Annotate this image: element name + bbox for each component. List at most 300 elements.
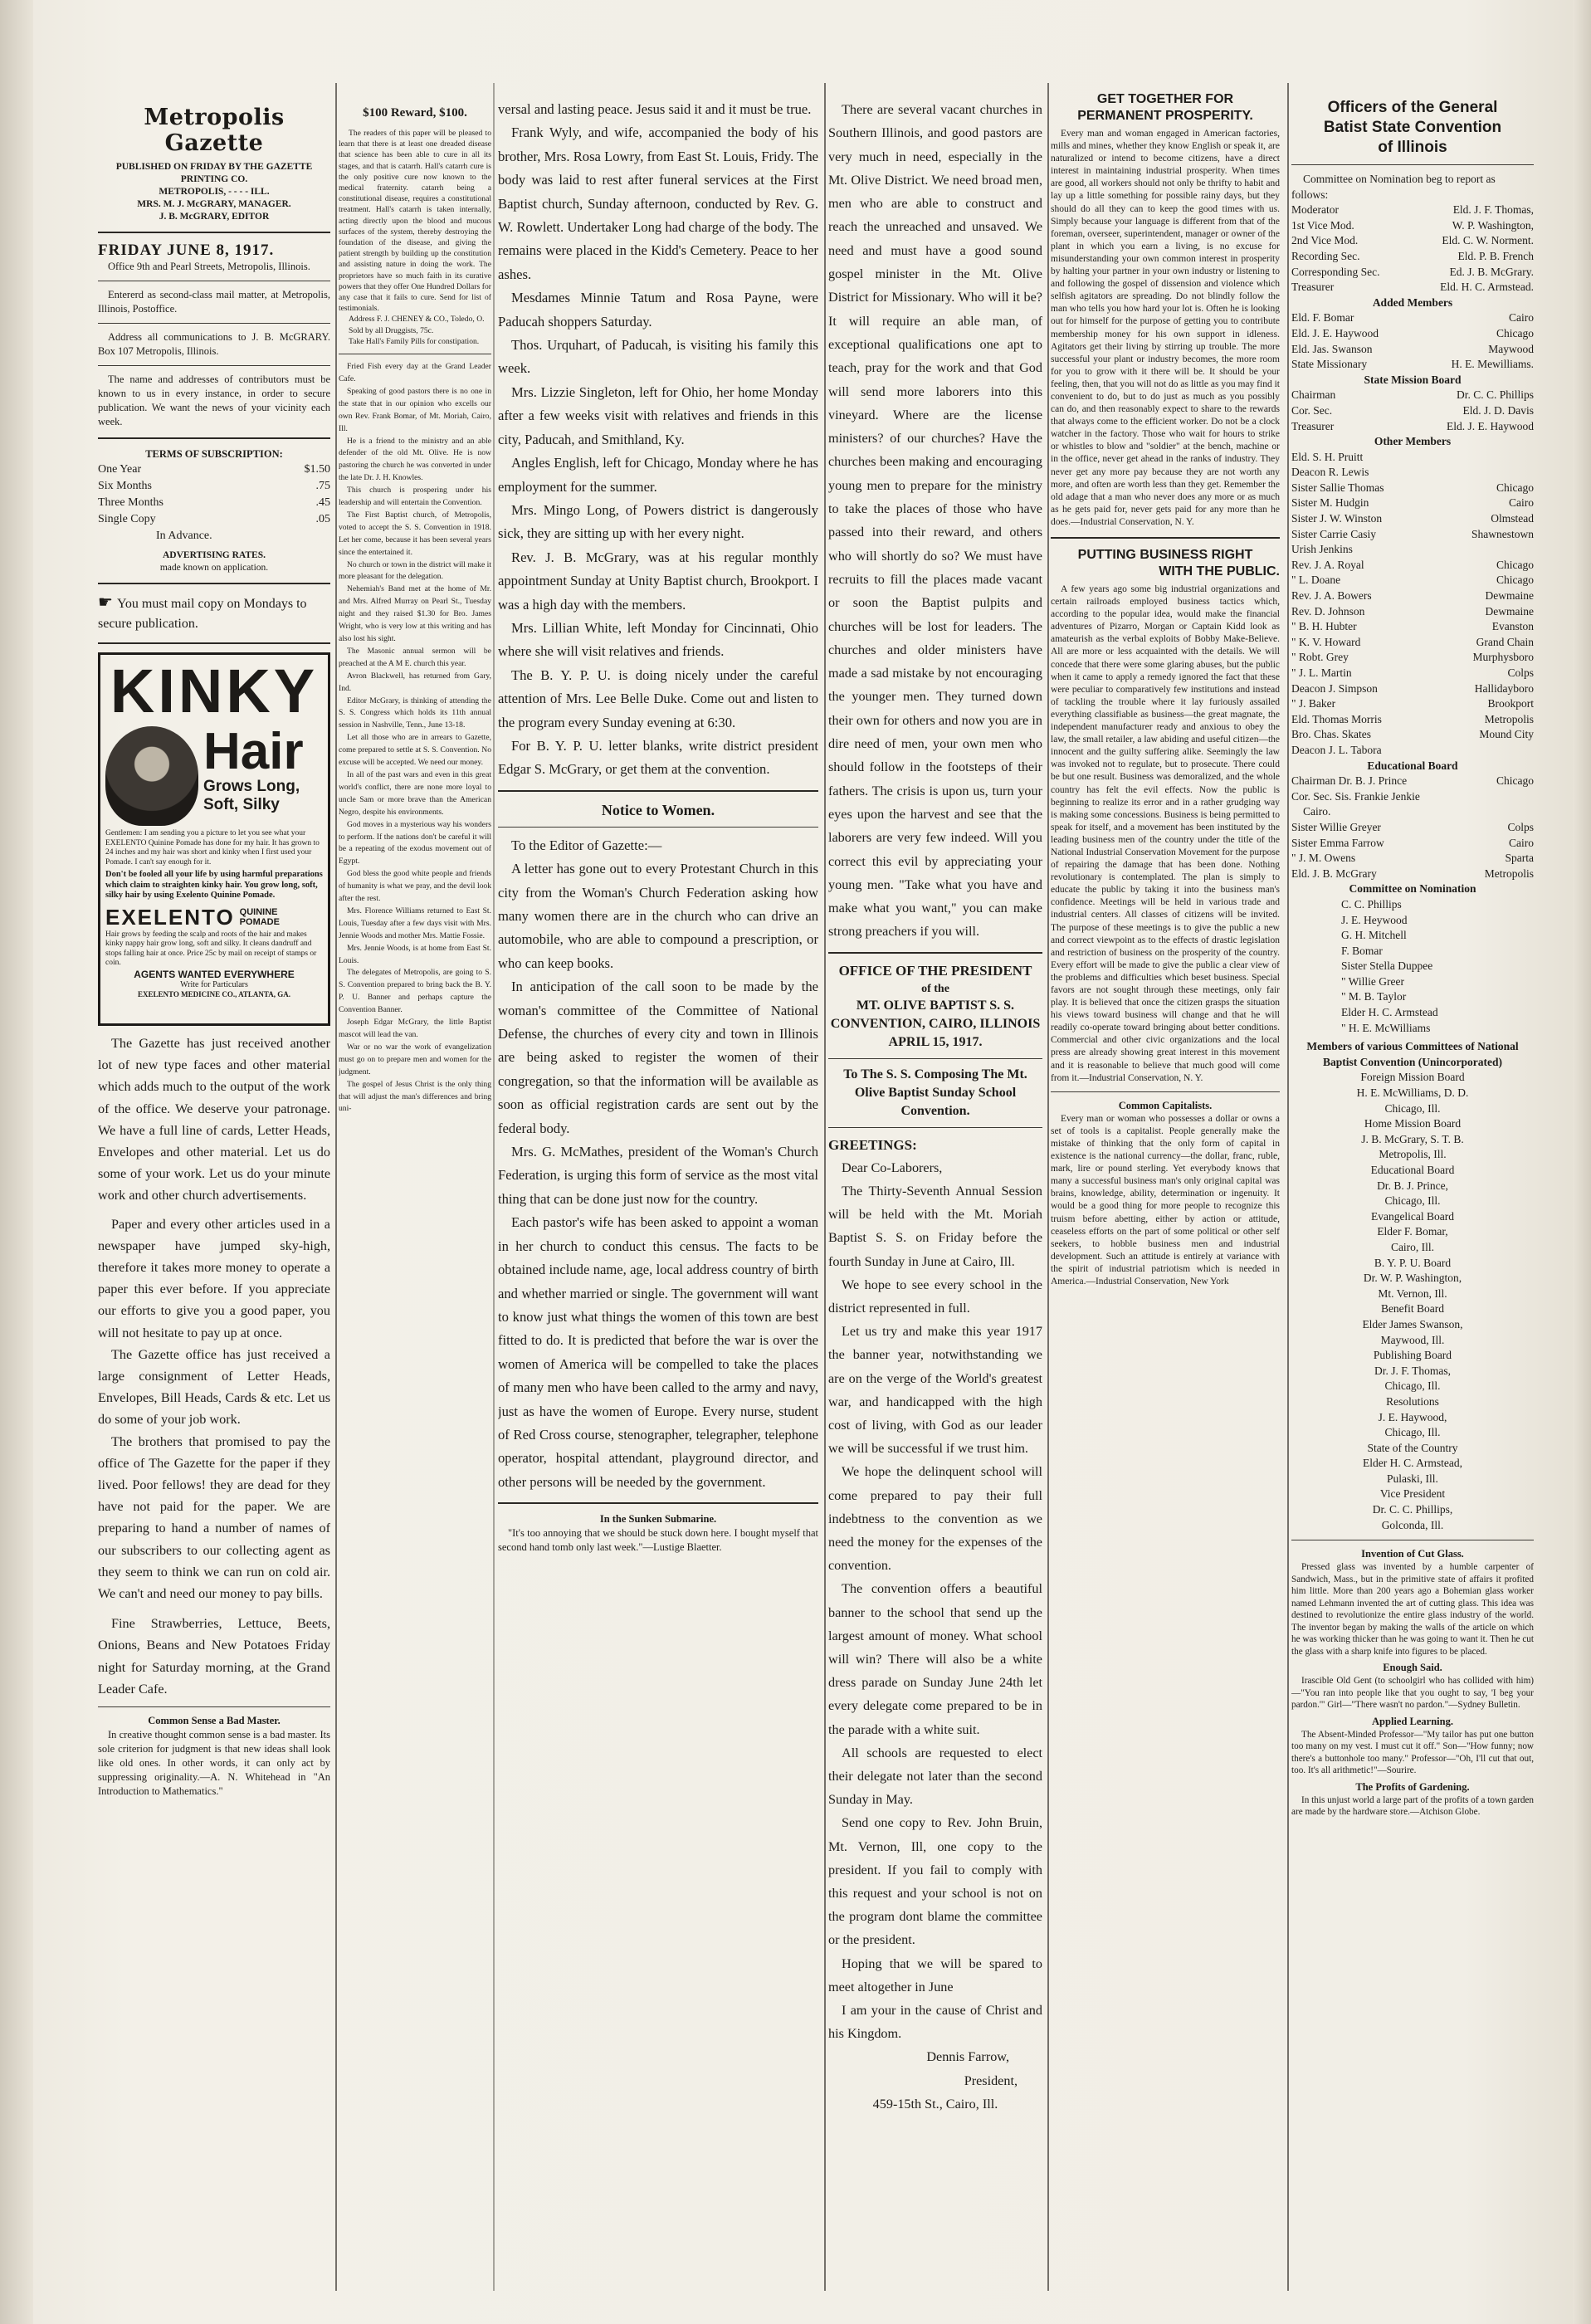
member-name: Deacon R. Lewis [1291, 466, 1369, 479]
member-row [1291, 481, 1534, 496]
learning-title: Applied Learning. [1372, 1715, 1453, 1727]
officer-name: Eld. J. F. Thomas, [1452, 203, 1534, 217]
member-row [1291, 326, 1534, 342]
ad-brand: EXELENTO [105, 904, 235, 930]
officer-row [1291, 233, 1534, 249]
glass-text: Pressed glass was invented by a humble carpenter of Sandwich, Mass., but in the primitive state of affairs it profited him little. More than 200 years ago a Bohemian glass worker named Lehmann invented the art of cutting glass. This idea was destined to revolutionize the entire glass industry of the world. The inventor began by making the walls of the article on which he was working thicker than he was going to want it. Then he cut the glass with a sharp knife into figures to be placed. [1291, 1562, 1534, 1657]
board-line: Mt. Vernon, Ill. [1378, 1286, 1447, 1300]
board-line: Foreign Mission Board [1360, 1071, 1465, 1084]
officers-list [1291, 172, 1534, 1533]
office-title-3: MT. OLIVE BAPTIST S. S. CONVENTION, CAIRO, ILLINOIS [830, 998, 1041, 1031]
member-name: Rev. D. Johnson [1291, 604, 1365, 618]
ad-promo: Hair grows by feeding the scalp and roots of the hair and makes kinky nappy hair grow long, soft and silky. It cleans dandruff and stops falling hair at once. Price 25c by mail on receipt of stamps or coin. [105, 930, 317, 967]
subscription-term: Single Copy [98, 513, 156, 525]
masthead-publisher: PUBLISHED ON FRIDAY BY THE GAZETTE PRINTING CO. [115, 162, 313, 184]
member-row [1291, 743, 1534, 759]
member-town: Grand Chain [1476, 635, 1534, 648]
reward-sold: Sold by all Druggists, 75c. [349, 325, 434, 335]
divider [828, 1058, 1042, 1059]
business-title-1: PUTTING BUSINESS RIGHT [1077, 548, 1253, 562]
committee-member: C. C. Phillips [1341, 897, 1402, 911]
news-item: Angles English, left for Chicago, Monday where he has employment for the summer. [498, 455, 818, 495]
news-item: Let all those who are in arrears to Gazette, come prepared to settle at S. S. Convention. No excuse will be accepted. We need our money. [339, 733, 491, 768]
subscription-price: .45 [315, 496, 330, 509]
divider [1051, 1091, 1280, 1092]
column-4-article [828, 98, 1042, 944]
officer-name: Ed. J. B. McGrary. [1449, 265, 1534, 278]
subscription-price: .05 [315, 513, 330, 525]
masthead-manager: MRS. M. J. McGRARY, MANAGER. [137, 199, 291, 209]
member-row [1291, 419, 1534, 435]
officer-row [1291, 218, 1534, 234]
member-row [1291, 804, 1534, 820]
subscription-term: One Year [98, 463, 142, 476]
masthead-title: Metropolis Gazette [144, 105, 285, 156]
officer-role: 2nd Vice Mod. [1291, 234, 1359, 247]
member-town: Maywood [1488, 342, 1534, 355]
ad-testimonial: Gentlemen: I am sending you a picture to let you see what your EXELENTO Quinine Pomade has done for my hair. It has grown to 24 inches and my hair was short and kinky when I first used your Pomade. I can't say enough for it. [105, 829, 320, 867]
member-row [1291, 727, 1534, 743]
member-town: Cairo [1509, 836, 1534, 849]
member-row [1291, 450, 1534, 466]
member-town: Chicago [1496, 481, 1534, 494]
member-town: Shawnestown [1471, 527, 1534, 540]
article-paragraph: There are several vacant churches in Southern Illinois, and good pastors are very much in need, especially in the Mt. Olive District. We need broad men, men who are able to construct and reach the unreached and unsaved. We need and must have a good sound gospel minister in the Mt. Olive District for Missionary. Who will it be? It will require an able man, of exceptional qualifications one apt to teach, pray for the work and that God will send more laborers into this vineyard. Where are the license ministers? of our churches? Have the churches been making and encouraging young men to prepare for the ministry to take the places of those who have passed into their reward, and others who will shortly do so? We must have recruits to fill the places made vacant or soon the Baptist pulpits and churches will be lost for leaders. The churches and older ministers have made a sad mistake by not encouraging the younger men. They turned down their own for others and now you are in dire need of men, your own men who should follow in the footsteps of their fathers. The crisis is upon us, turn your eyes upon the harvest and see that the laborers are very few indeed. Will you correct this evil by appreciating your young men. "Take what you have and make what you want," you can make strong preachers if you will. [828, 102, 1042, 940]
member-row [1291, 681, 1534, 697]
committee-member: F. Bomar [1341, 944, 1383, 957]
board-line: Metropolis, Ill. [1379, 1148, 1447, 1161]
officer-row [1291, 265, 1534, 281]
member-row [1291, 650, 1534, 666]
office-signature-name: Dennis Farrow, [926, 2049, 1009, 2065]
member-row [1291, 604, 1534, 620]
reward-pills: Take Hall's Family Pills for constipation. [349, 336, 480, 346]
divider [498, 1502, 818, 1504]
national-boards-list [1291, 1070, 1534, 1533]
ad-headline: KINKY [110, 657, 319, 725]
officers-title-3: of Illinois [1378, 139, 1447, 156]
news-item: The gospel of Jesus Christ is the only thing that will adjust the man's differences and bring uni- [339, 1079, 491, 1114]
member-town: Sparta [1505, 852, 1534, 865]
article-paragraph: The Gazette office has just received a large consignment of Letter Heads, Envelopes, Bill Heads, Cards & etc. Let us do some of your job work. [98, 1346, 330, 1428]
section-heading: Added Members [1372, 295, 1453, 309]
column-3-news [498, 98, 818, 782]
advertising-rates-title: ADVERTISING RATES. [163, 550, 266, 560]
member-row [1291, 588, 1534, 604]
prosperity-title-1: GET TOGETHER FOR [1096, 92, 1234, 106]
officer-role: Corresponding Sec. [1291, 265, 1380, 278]
subscription-title: TERMS OF SUBSCRIPTION: [145, 448, 283, 460]
notice-salutation: To the Editor of Gazette:— [511, 837, 662, 853]
submarine-text: "It's too annoying that we should be stuck down here. I bought myself that second hand tomb only last week."—Lustige Blaetter. [498, 1527, 818, 1554]
news-item: versal and lasting peace. Jesus said it and it must be true. [498, 101, 812, 117]
member-name: Bro. Chas. Skates [1291, 728, 1371, 741]
article-paragraph: The Gazette has just received another lot of new type faces and other material which adds much to the output of the work of the office. We deserve your patronage. We have a full line of cards, Letter Heads, Envelopes and other material. Let us do some of your work. Let us do your minute work and other church advertisements. [98, 1036, 330, 1204]
member-name: Eld. J. B. McGrary [1291, 867, 1377, 880]
member-row [1291, 357, 1534, 373]
article-paragraph: Fine Strawberries, Lettuce, Beets, Onions, Beans and New Potatoes Friday night for Saturday morning, at the Grand Leader Cafe. [98, 1616, 330, 1697]
board-line: Elder James Swanson, [1362, 1317, 1463, 1330]
board-line: B. Y. P. U. Board [1374, 1256, 1452, 1269]
news-item: The B. Y. P. U. is doing nicely under the careful attention of Mrs. Lee Belle Duke. Come out and listen to the program every Sunday evening at 6:30. [498, 666, 818, 730]
gardening-title: The Profits of Gardening. [1355, 1780, 1470, 1793]
member-name: " K. V. Howard [1291, 635, 1361, 648]
member-row [1291, 403, 1534, 419]
section-heading: Committee on Nomination [1349, 882, 1476, 896]
reward-address: Address F. J. CHENEY & CO., Toledo, O. [349, 315, 485, 325]
business-title-2: WITH THE PUBLIC. [1159, 564, 1280, 579]
member-town: Colps [1507, 666, 1534, 679]
reward-title: $100 Reward, $100. [363, 106, 467, 120]
committee-member: " M. B. Taylor [1341, 990, 1407, 1003]
divider [828, 1127, 1042, 1128]
committee-member: " Willie Greer [1341, 974, 1404, 988]
notice-paragraph: Each pastor's wife has been asked to appoint a woman in her church to conduct this census. The facts to be obtained include name, age, local address country of birth and whether married or single. The government will want to know just what things the women of this town are best fitted to do. It is predicted that before the war is over the women of America will be compelled to take the places of many men who have been called to the army and navy, just as have the women of Europe. Every nurse, student of Red Cross course, stenographer, telegrapher, telephone operator, hospital attendant, playground director, and other persons will be needed by the government. [498, 1214, 818, 1490]
member-town: Chicago [1496, 574, 1534, 587]
committee-member: Sister Stella Duppee [1341, 959, 1433, 973]
member-name: " L. Doane [1291, 574, 1341, 587]
member-name: Eld. J. D. Davis [1462, 403, 1534, 417]
prosperity-text: Every man and woman engaged in American factories, mills and mines, whether they know English or speak it, are naturalized or intend to become citizens, have a direct interest in maintaining industrial prosperity. When times are good, all workers should not only be thrifty to habit and lay up a little something for possible rainy days, but they should do all they can to keep the good times with us. Simply because your language is different from that of the foreman, overseer, superintendent, manager or owner of the plant in which you earn a living, is no excuse for misunderstanding your own common interest in prosperity by halting your partner in your own industry or listening to and following the gospel of dissension and violence which selfish agitators are spreading. Do not blindly follow the man who tells you how hard your lot is. Often he is looking out for himself for the purpose of getting you to contribute membership money for his own support in idleness. Agitators get their living by stirring up trouble. The more successful your plant or industry becomes, the more room for you to grow with it there will be. It should be your feeling, then, that you will not do as little as you may find it convenient to do, but to do just as much as you possibly can do, and then reasonably expect to share to the rewards that always come to the efficient worker. Do not be a clock watcher in the factory. Those who wait for hours to strike or whistles to blow and "soldier" at the bench, machine or in the office, never get ahead in the ranks of industry. They never get any more pay because they are not worth any more, and often are worth less than they get. Remember the old adage that a man who never does any more or as much as he gets paid for, never gets paid for any more than he does.—Industrial Conservation, N. Y. [1051, 129, 1280, 527]
board-line: Chicago, Ill. [1384, 1101, 1441, 1115]
news-item: Mrs. Florence Williams returned to East St. Louis, Tuesday after a few days visit with Mrs. Jennie Woods and mother Mrs. Mattie Fossie. [339, 906, 491, 940]
member-row [1291, 712, 1534, 728]
masthead-place: METROPOLIS, - - - - ILL. [159, 187, 270, 197]
member-town: Murphysboro [1472, 651, 1534, 664]
reward-text: The readers of this paper will be pleased to learn that there is at least one dreaded disease that science has been able to cure in all its stages, and that is catarrh. Hall's catarrh cure is the only positive cure now known to the medical fraternity. catarrh being a constitutional disease, requires a constitutional treatment. Hall's catarrh is taken internally, acting directly upon the blood and mucous surfaces of the system, thereby destroying the foundation of the disease, and giving the patient strength by building up the constitution and assisting nature in doing the work. The proprietors have so much faith in its curative powers that they offer One Hundred Dollars for any case that it fails to cure. Send for list of testimonials. [339, 129, 491, 314]
office-paragraph: The convention offers a beautiful banner to the school that send up the largest amount of money. What school will win? There will also be a white dress parade on Sunday June 24th let every delegate come prepared to be in the parade with a white suit. [828, 1581, 1042, 1737]
officers-title-2: Batist State Convention [1323, 119, 1502, 136]
office-paragraph: Let us try and make this year 1917 the banner year, notwithstanding we are on the verge of the World's greatest war, and handicapped with the high cost of living, with God as our leader we will be successful if we trust him. [828, 1324, 1042, 1457]
subscription-term: In Advance. [156, 530, 212, 542]
office-paragraph: The Thirty-Seventh Annual Session will be held with the Mt. Moriah Baptist S. S. on Friday before the fourth Sunday in June at Cairo, Ill. [828, 1183, 1042, 1269]
officers-intro: Committee on Nomination beg to report as follows: [1291, 173, 1496, 201]
board-line: Home Mission Board [1364, 1117, 1462, 1130]
board-line: Elder F. Bomar, [1377, 1225, 1448, 1238]
office-paragraph: Hoping that we will be spared to meet altogether in June [828, 1955, 1042, 1994]
board-line: Vice President [1379, 1487, 1446, 1501]
board-line: Elder H. C. Armstead, [1363, 1457, 1462, 1470]
article-title: Common Sense a Bad Master. [148, 1715, 281, 1727]
member-name: " J. Baker [1291, 697, 1336, 710]
board-line: Maywood, Ill. [1380, 1333, 1445, 1346]
masthead-editor: J. B. McGRARY, EDITOR [159, 212, 270, 222]
member-town: Brookport [1487, 697, 1534, 710]
board-line: H. E. McWilliams, D. D. [1356, 1086, 1469, 1100]
member-name: Sister Willie Greyer [1291, 820, 1381, 833]
column-3 [498, 98, 818, 2306]
subscription-term: Three Months [98, 496, 163, 509]
ad-tagline-2: Soft, Silky [203, 796, 280, 813]
board-line: Chicago, Ill. [1384, 1426, 1441, 1439]
news-item: Frank Wyly, and wife, accompanied the body of his brother, Mrs. Rosa Lowry, from East St. Louis, Fridy. The body was laid to rest after funeral services at the First Baptist church, Sunday afternoon, conducted by Rev. G. W. Rowlett. Undertaker Long had charge of the body. The remains were placed in the Kidd's Cemetery. Peace to her ashes. [498, 124, 818, 282]
member-town: Dewmaine [1485, 589, 1534, 603]
news-item: In all of the past wars and even in this great world's conflict, there are none more loyal to uncle Sam or more brave than the American Negro, despite his environments. [339, 769, 491, 817]
member-row [1291, 542, 1534, 558]
officer-name: Eld. C. W. Norment. [1442, 234, 1534, 247]
member-row [1291, 465, 1534, 481]
news-item: The Masonic annual sermon will be preached at the A M E. church this year. [339, 646, 491, 668]
board-line: Chicago, Ill. [1384, 1379, 1441, 1393]
office-title-2: of the [921, 982, 949, 995]
committee-member: Elder H. C. Armstead [1341, 1006, 1438, 1019]
notice-title: Notice to Women. [601, 801, 715, 818]
member-name: Eld. J. E. Haywood [1291, 326, 1379, 339]
committee-member: " H. E. McWilliams [1341, 1021, 1431, 1034]
said-title: Enough Said. [1383, 1662, 1442, 1674]
member-town: Mound City [1479, 728, 1534, 741]
mail-copy-text: You must mail copy on Mondays to secure publication. [98, 597, 307, 631]
member-name: Eld. J. E. Haywood [1447, 419, 1534, 432]
ad-warning: Don't be fooled all your life by using harmful preparations which claim to straighten kinky hair. You grow long, soft, silky hair by using Exelento Quinine Pomade. [105, 870, 323, 900]
learning-text: The Absent-Minded Professor—"My tailor has put one button too many on my vest. I must cut it off." Son—"How funny; now there's a buttonhole too many." Professor—"Oh, I'll cut that out, too. It's all arithmetic!"—Sourire. [1291, 1729, 1534, 1776]
ad-agents: AGENTS WANTED EVERYWHERE [134, 968, 295, 980]
officer-name: W. P. Washington, [1452, 218, 1534, 232]
notice-body [498, 834, 818, 1494]
section-heading: Educational Board [1367, 759, 1458, 772]
member-role: Cor. Sec. [1291, 403, 1333, 417]
office-signature-title: President, [964, 2073, 1018, 2088]
news-item: Thos. Urquhart, of Paducah, is visiting his family this week. [498, 337, 818, 377]
section-heading: Members of various Committees of National Baptist Convention (Unincorporated) [1306, 1040, 1519, 1068]
member-name: Cairo. [1303, 805, 1331, 818]
ad-subhead: Hair [203, 723, 304, 780]
news-item: Avron Blackwell, has returned from Gary, Ind. [339, 671, 491, 693]
member-row [1291, 789, 1534, 805]
member-name: Eld. Thomas Morris [1291, 712, 1382, 725]
business-text: A few years ago some big industrial organizations and certain railroads employed business tactics which, according to the popular idea, would make the financial adventures of Pizarro, Morgan or Captain Kidd look as amateurish as the verbal exploits of Bobby Make-Believe. All are more or less acquainted with the details. We will concede that there were some glaring abuses, but the public when it came to apply a remedy ignored the fact that these were peculiar to comparatively few institutions and instead of tackling the trouble where it lay furiously assailed everything classifiable as business—the great magnate, the independent manufacturer ready and anxious to obey the law, the small retailer, a law abiding and useful citizen—the innocent and the guilty suffering alike. Seemingly the law was invoked not to regulate, but to prosecute. There could be but one result. Business was demoralized, and the whole country has felt the evil effects. Now the public is beginning to realize its error and in a rather grudging way is making some concessions. Business is being permitted to speak for itself, and a movement has been instituted by the leading business men of the country under the title of the National Industrial Conservation Movement for the purpose of repairing the damage that has been done. Nothing revolutionary is contemplated. The plan is simply to educate the public by taking it into the business man's confidence. Meetings will be held in various trade and industrial centers. All classes of citizens will be invited. The purpose of these meetings is to give the public a new and correct viewpoint as to the effects of drastic legislation and restriction of business on the prosperity of the country. Every effort will be made to give the public a clear view of the problems and difficulties which beset business. Special favors are not sought through these meetings, only fair play. It is believed that once the citizen grasps the situation his views toward business will change and that he will readily co-operate toward bringing about better conditions. Commercial and other civic organizations and the local press are already showing great interest in this movement and it is reasonable to believe that much good will come from it.—Industrial Conservation, N. Y. [1051, 584, 1280, 1083]
divider [498, 790, 818, 792]
member-name: Eld. S. H. Pruitt [1291, 450, 1364, 463]
officers-title-1: Officers of the General [1327, 99, 1498, 116]
member-town: Hallidayboro [1474, 681, 1534, 695]
section-heading: State Mission Board [1364, 373, 1462, 386]
news-item: Mrs. Lillian White, left Monday for Cincinnati, Ohio where she will visit relatives and friends. [498, 619, 818, 660]
entered-notice: Entererd as second-class mail matter, at Metropolis, Illinois, Postoffice. [98, 289, 330, 315]
news-item: For B. Y. P. U. letter blanks, write district president Edgar S. McGrary, or get them at the convention. [498, 737, 818, 778]
news-item: Joseph Edgar McGrary, the little Baptist mascot will lead the van. [339, 1018, 491, 1039]
news-item: The delegates of Metropolis, are going to S. S. Convention prepared to bring back the B. Y. P. U. Banner and perhaps capture the Convention Banner. [339, 968, 491, 1015]
member-town: Olmstead [1491, 512, 1534, 525]
board-line: Dr. C. C. Phillips, [1372, 1503, 1453, 1516]
column-5 [1051, 91, 1280, 2303]
column-2-news [339, 361, 491, 1116]
office-title-1: OFFICE OF THE PRESIDENT [838, 962, 1032, 979]
office-paragraph: We hope to see every school in the district represented in full. [828, 1277, 1042, 1316]
news-item: Mrs. Mingo Long, of Powers district is dangerously sick, they are sitting up with her every night. [498, 501, 818, 542]
board-line: J. E. Haywood, [1378, 1410, 1447, 1423]
news-item: Mrs. Lizzie Singleton, left for Ohio, her home Monday after a few weeks visit with relatives and friends in this city, Paducah, and Smithland, Ky. [498, 383, 818, 447]
board-line: J. B. McGrary, S. T. B. [1361, 1132, 1464, 1145]
member-name: Sister J. W. Winston [1291, 512, 1383, 525]
member-row [1291, 696, 1534, 712]
member-row [1291, 666, 1534, 681]
notice-paragraph: In anticipation of the call soon to be made by the woman's committee of the Committee of National Defense, the churches of every city and town in Illinois are being asked to register the women of their congregation, so that the information will be available as soon as official registration cards are sent out by the federal body. [498, 979, 818, 1136]
ad-tagline-1: Grows Long, [203, 778, 300, 795]
office-body [828, 1156, 1042, 2116]
section-heading: Other Members [1374, 435, 1452, 448]
member-town: Metropolis [1484, 867, 1534, 880]
member-row [1291, 836, 1534, 852]
advertising-rates-note: made known on application. [159, 563, 269, 573]
member-name: Sister Carrie Casiy [1291, 527, 1376, 540]
member-town: Cairo [1509, 311, 1534, 325]
committee-list [1291, 897, 1534, 1036]
member-row [1291, 635, 1534, 651]
divider [828, 952, 1042, 954]
member-name: Deacon J. Simpson [1291, 681, 1378, 695]
article-paragraph: Paper and every other articles used in a newspaper have jumped sky-high, therefore it takes more money to operate a paper this ever before. If you appreciate our efforts to give you a good paper, you will not hesitate to pay up at once. [98, 1216, 330, 1340]
officer-row [1291, 249, 1534, 265]
member-town: H. E. Mewilliams. [1451, 358, 1534, 371]
officer-name: Eld. H. C. Armstead. [1440, 281, 1534, 294]
board-line: Dr. J. F. Thomas, [1374, 1364, 1452, 1377]
news-item: God bless the good white people and friends of humanity is what we pray, and the devil look after the rest. [339, 869, 491, 904]
news-item: No church or town in the district will make it more pleasant for the delegation. [339, 559, 491, 582]
contributors-notice: The name and addresses of contributors must be known to us in every instance, in order to secure publication. We want the news of your vicinity each week. [98, 374, 330, 427]
officer-role: 1st Vice Mod. [1291, 218, 1354, 232]
member-name: Eld. Jas. Swanson [1291, 342, 1373, 355]
member-town: Chicago [1496, 774, 1534, 788]
article-paragraph: The brothers that promised to pay the office of The Gazette for the paper if they lived. Poor fellows! they are dead for they have not paid for the paper. We are preparing to hand a number of names of our subscribers to our collecting agent as they seem to think we can run on cold air. We can't and need our money to pay bills. [98, 1433, 330, 1602]
member-name: Urish Jenkins [1291, 543, 1353, 556]
officer-row [1291, 203, 1534, 218]
board-line: Chicago, Ill. [1384, 1194, 1441, 1208]
news-item: Rev. J. B. McGrary, was at his regular monthly appointment Sunday at Unity Baptist church, Brookport. I was a high day with the members. [498, 549, 818, 613]
office-signature-address: 459-15th St., Cairo, Ill. [872, 2096, 998, 2112]
board-line: Evangelical Board [1370, 1209, 1455, 1223]
capitalists-text: Every man or woman who possesses a dollar or owns a set of tools is a capitalist. People generally make the mistake of thinking that the only form of capital in existence is the national currency—the dollar, franc, ruble, mark, lire or pound sterling. Yet everybody knows that many a successful business man's only original capital was brains, knowledge, ability, determination or ingenuity. It would be a good thing for more people to recognize this truism before abetting, either by action or attitude, ceaseless efforts on the part of some political or other self seekers, to hobble business men and industrial development. Such an attitude is entirely at variance with the spirit of industrial patriotism which is needed in America.—Industrial Conservation, New York [1051, 1113, 1280, 1286]
column-4 [828, 98, 1042, 2306]
divider [1051, 537, 1280, 539]
member-row [1291, 820, 1534, 836]
ad-write: Write for Particulars [180, 979, 248, 989]
member-town: Cairo [1509, 496, 1534, 510]
said-text: Irascible Old Gent (to schoolgirl who has collided with him)—"You ran into people like that you ought to say, 'I beg your pardon.'" Girl—"There wasn't no pardon."—Sydney Bulletin. [1291, 1676, 1534, 1711]
committee-member: J. E. Heywood [1341, 913, 1408, 926]
member-town: Chicago [1496, 558, 1534, 571]
glass-title: Invention of Cut Glass. [1361, 1548, 1464, 1560]
office-address: Office 9th and Pearl Streets, Metropolis, Illinois. [108, 261, 310, 272]
member-name: Rev. J. A. Royal [1291, 558, 1364, 571]
member-name: " B. H. Hubter [1291, 620, 1357, 633]
issue-date: FRIDAY JUNE 8, 1917. [98, 242, 275, 259]
board-line: Golconda, Ill. [1381, 1518, 1444, 1531]
office-paragraph: Send one copy to Rev. John Bruin, Mt. Vernon, Ill, one copy to the president. If you fail to comply with this request and your school is not on the program dont blame the committee or the president. [828, 1815, 1042, 1948]
member-row [1291, 619, 1534, 635]
news-item: God moves in a mysterious way his wonders to perform. If the nations don't be careful it will be a repeating of the exodus movement out of Egypt. [339, 819, 491, 867]
news-item: War or no war the work of evangelization must go on to prepare men and women for the judgment. [339, 1042, 491, 1077]
member-town: Colps [1507, 820, 1534, 833]
notice-paragraph: A letter has gone out to every Protestant Church in this city from the Woman's Church Federation asking how many women there are in the church who can drive an automobile, who are able to compound a prescription, or who can keep books. [498, 861, 818, 971]
news-item: The First Baptist church, of Metropolis, voted to accept the S. S. Convention in 1918. Let her come, because it has been several years since the entertained it. [339, 510, 491, 557]
member-name: " Robt. Grey [1291, 651, 1349, 664]
article-paragraph: In creative thought common sense is a bad master. Its sole criterion for judgment is that new ideas shall look like old ones. In other words, it can only act by suppressing originality.—A. N. Whitehead in "An Introduction to Mathematics." [98, 1729, 330, 1798]
divider [1291, 164, 1534, 165]
member-row [1291, 573, 1534, 588]
column-2-final [339, 98, 491, 2306]
member-name: Sister Emma Farrow [1291, 836, 1384, 849]
ad-company: EXELENTO MEDICINE CO., ATLANTA, GA. [137, 989, 291, 998]
board-line: State of the Country [1367, 1441, 1458, 1454]
member-name: Rev. J. A. Bowers [1291, 589, 1372, 603]
subscription-term: Six Months [98, 480, 152, 492]
news-item: Fried Fish every day at the Grand Leader Cafe. [339, 362, 491, 383]
member-town: Chicago [1496, 326, 1534, 339]
member-name: State Missionary [1291, 358, 1368, 371]
member-town: Evanston [1491, 620, 1534, 633]
office-greetings: GREETINGS: [828, 1136, 917, 1153]
member-role: Treasurer [1291, 419, 1335, 432]
member-name: Eld. F. Bomar [1291, 311, 1354, 325]
board-line: Dr. W. P. Washington, [1363, 1272, 1462, 1285]
member-town: Metropolis [1484, 712, 1534, 725]
capitalists-title: Common Capitalists. [1118, 1099, 1213, 1111]
member-row [1291, 867, 1534, 882]
board-line: Pulaski, Ill. [1387, 1472, 1438, 1485]
member-name: Chairman Dr. B. J. Prince [1291, 774, 1408, 788]
news-item: This church is prospering under his leadership and will entertain the Convention. [339, 486, 491, 508]
member-row [1291, 851, 1534, 867]
news-item: Mrs. Jennie Woods, is at home from East St. Louis. [339, 943, 491, 965]
member-row [1291, 527, 1534, 543]
member-row [1291, 342, 1534, 358]
board-line: Publishing Board [1373, 1349, 1452, 1362]
board-line: Resolutions [1386, 1394, 1439, 1408]
member-role: Chairman [1291, 388, 1336, 402]
address-notice: Address all communications to J. B. McGRARY. Box 107 Metropolis, Illinois. [98, 331, 330, 357]
member-row [1291, 310, 1534, 326]
officer-name: Eld. P. B. French [1457, 249, 1534, 262]
gardening-text: In this unjust world a large part of the profits of a town garden are made by the hardware store.—Atchison Globe. [1291, 1794, 1534, 1818]
member-name: Sister M. Hudgin [1291, 496, 1369, 510]
member-row [1291, 511, 1534, 527]
member-town: Dewmaine [1485, 604, 1534, 618]
officer-row [1291, 280, 1534, 295]
prosperity-title-2: PERMANENT PROSPERITY. [1077, 109, 1253, 123]
committee-member: G. H. Mitchell [1341, 929, 1407, 942]
officer-role: Recording Sec. [1291, 249, 1360, 262]
office-title-4: APRIL 15, 1917. [888, 1034, 983, 1049]
board-line: Educational Board [1370, 1164, 1455, 1176]
news-item: He is a friend to the ministry and an able defender of the old Mt. Olive. He is now pastoring the church he was converted in under the late Dr. J. H. Knowles. [339, 436, 491, 483]
member-name: " J. M. Owens [1291, 852, 1356, 865]
divider [498, 827, 818, 828]
column-6 [1291, 98, 1534, 2306]
member-row [1291, 388, 1534, 403]
office-to: To The S. S. Composing The Mt. Olive Baptist Sunday School Convention. [843, 1067, 1027, 1118]
officer-role: Moderator [1291, 203, 1339, 217]
news-item: Editor McGrary, is thinking of attending the S. S. Congress which holds its 11th annual session in Nashville, Tenn., June 13-18. [339, 696, 491, 730]
office-paragraph: We hope the delinquent school will come prepared to pay their full indebtness to the convention as we need the money for the expenses of the convention. [828, 1464, 1042, 1574]
board-line: Cairo, Ill. [1390, 1240, 1435, 1253]
subscription-price: .75 [315, 480, 330, 492]
news-item: Mesdames Minnie Tatum and Rosa Payne, were Paducah shoppers Saturday. [498, 290, 818, 330]
member-name: Cor. Sec. Sis. Frankie Jenkie [1291, 789, 1420, 803]
pointing-hand-icon: ☛ [98, 593, 117, 612]
submarine-title: In the Sunken Submarine. [599, 1513, 717, 1526]
member-row [1291, 558, 1534, 574]
office-paragraph: I am your in the cause of Christ and his Kingdom. [828, 2003, 1042, 2042]
member-row [1291, 496, 1534, 511]
subscription-price: $1.50 [304, 463, 330, 476]
ad-brand-sub: QUININE POMADE [239, 907, 280, 927]
member-name: " J. L. Martin [1291, 666, 1352, 679]
office-dear: Dear Co-Laborers, [842, 1160, 943, 1175]
officer-role: Treasurer [1291, 281, 1335, 294]
board-line: Dr. B. J. Prince, [1377, 1179, 1448, 1192]
board-line: Benefit Board [1380, 1302, 1445, 1316]
